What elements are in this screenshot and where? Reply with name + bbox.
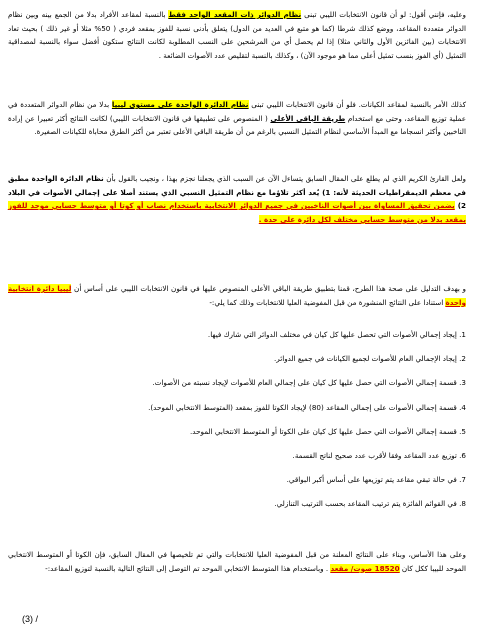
paragraph-5	[8, 548, 466, 575]
p1-highlight: نظام الدوائر ذات المقعد الواحد فقط	[168, 10, 302, 19]
list-item: 6. توزيع عدد المقاعد وفقا لأقرب عدد صحيح لناتج القسمة.	[292, 451, 466, 460]
list-item: 2. إيجاد الإجمالي العام للأصوات لجميع الكيانات في جميع الدوائر.	[273, 354, 466, 363]
paragraph-2	[8, 98, 466, 139]
list-item: 1. إيجاد إجمالي الأصوات التي تحصل عليها كل كيان في مختلف الدوائر التي شارك فيها.	[207, 330, 466, 339]
p2-underlined: طريقة الباقي الأعلى	[270, 113, 346, 123]
paragraph-1	[8, 8, 466, 62]
p1-text-c: بالنسبة لمقاعد الأفراد بدلا من الجمع بينه وبين نظام الدوائر متعددة المقاعد، ووضع كذلك شرطا (كما هو متبع في العديد من الدول) يتعلق بأدنى نسبة للفوز بمقعد فردي ( 50% مثلا أو غير ذلك ) بحيث تعاد الانتخابات (بين الفائزين الأول والثاني مثلا) إذا لم يحصل أي من المرشحين على النسب المطلوبة لكانت النتائج ستكون أفضل سواء بالنسبة لمصداقية التمثيل (أي الفوز بنسب تمثيل أعلى مما هو موجود الآن) ، وكذلك بالنسبة لتقليص عدد الأصوات الضائعة .	[8, 10, 466, 60]
list-item: 8. في القوائم الفائزة يتم ترتيب المقاعد بحسب الترتيب التنازلي.	[274, 499, 466, 508]
p2-text-e: ( المنصوص على تطبيقها في قانون الانتخابات الليبي) لكانت النتائج أكثر تعبيرا عن إرادة الناخبين وأكثر انسجاما مع المبدأ الأساسي لنظام التمثيل النسبي بالرغم من أن طريقة الباقي الأعلى تعتبر من أكثر الطرق محاباة للكيانات الصغيرة.	[8, 113, 466, 137]
list-item: 5. قسمة إجمالي الأصوات التي حصل عليها كل كيان على الكوتا أو المتوسط الانتخابي الموحد.	[190, 427, 466, 436]
list-item: 7. في حالة تبقي مقاعد يتم توزيعها على أساس أكبر البواقي.	[286, 475, 466, 484]
p2-text-a: كذلك الأمر بالنسبة لمقاعد الكيانات. فلو أن قانون الانتخابات الليبي تبنى	[248, 100, 466, 109]
p2-text-c: بدلا من نظام الدوائر المتعددة في عملية توزيع المقاعد، وحتى مع استخدام	[8, 100, 466, 123]
p3-text-a: ولعل القارئ الكريم الذي لم يطلع على المقال السابق يتساءل الآن عن السبب الذي يجعلنا نجزم بهذا ، ونجيب بالقول بأن	[103, 174, 467, 183]
p4-text-c: استنادا على النتائج المنشورة من قبل المفوضية العليا للانتخابات وذلك كما يلي:-	[209, 297, 446, 307]
p3-highlight: يضمن تحقيق المساواة بين أصوات الناخبين في جميع الدوائر الانتخابية باستخدام نصاب أو كوتا أو متوسط حسابي موحد للفوز بمقعد بدلا من متوسط حسابي مختلف لكل دائرة على حدة .	[8, 201, 466, 224]
p3-bold: نظام الدائرة الواحدة مطبق في معظم الديمقراطيات الحديثة لأنه: 1) يُعد أكثر تلاؤما مع نظام التمثيل النسبي الذي يستند أصلا على إجمالي الأصوات في البلاد 2)	[8, 174, 466, 211]
p2-highlight-1: نظام الدائرة الواحدة على مستوى ليبيا	[111, 100, 249, 109]
p4-highlight: ليبيا دائرة انتخابية واحدة	[8, 284, 466, 307]
list-item: 4. قسمة إجمالي الأصوات على إجمالي المقاعد (80) لإيجاد الكوتا للفوز بمقعد (المتوسط الانتخابي الموحد).	[148, 403, 466, 412]
p4-text-a: و بهدف التدليل على صحة هذا الطرح، قمنا بتطبيق طريقة الباقي الأعلى المنصوص عليها في قانون الانتخابات الليبي على أساس أن	[71, 284, 466, 293]
paragraph-4	[8, 282, 466, 309]
p5-text-c: . وباستخدام هذا المتوسط الانتخابي الموحد تم التوصل إلى النتائج التالية بالنسبة لتوزيع المقاعد:-	[45, 563, 331, 573]
p5-text-a: وعلى هذا الأساس، وبناء على النتائج المعلنة من قبل المفوضية العليا للانتخابات والتي تم تلخيصها في المقال السابق، فإن الكوتا أو المتوسط الانتخابي الموحد للبيبا ككل كان	[8, 550, 466, 573]
p5-highlight: 18520 صوت/ مقعد	[330, 563, 400, 573]
page-number: (3) /	[22, 614, 39, 624]
paragraph-3	[8, 172, 466, 226]
list-item: 3. قسمة إجمالي الأصوات التي حصل عليها كل كيان على إجمالي العام للأصوات لإيجاد نسبته من الأصوات.	[152, 378, 466, 387]
p1-text-a: وعليه، فإنني أقول: لو أن قانون الانتخابات الليبي تبنى	[301, 10, 466, 19]
